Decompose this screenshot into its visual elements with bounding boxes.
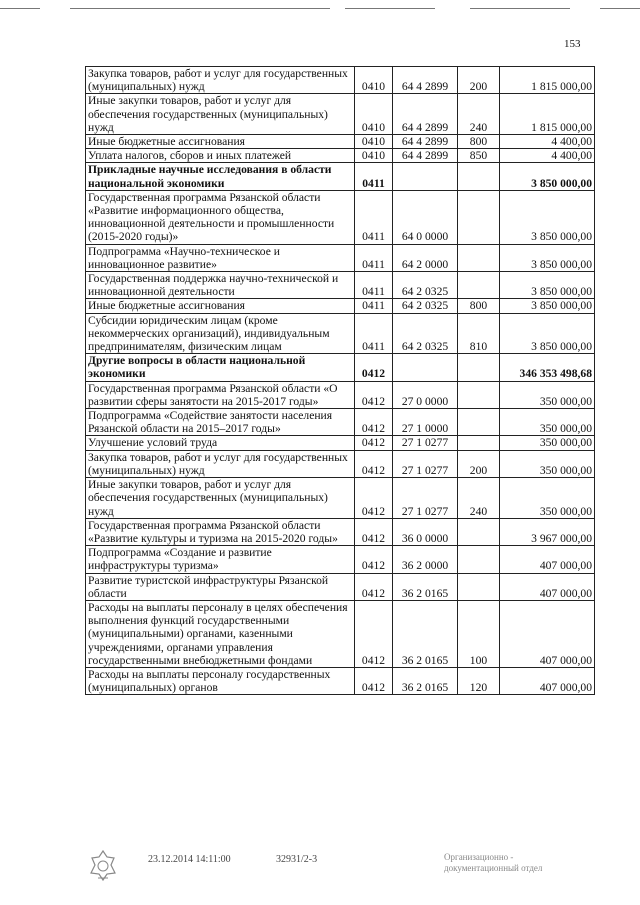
cell-section: 0411 bbox=[355, 313, 393, 354]
table-row bbox=[86, 478, 595, 519]
table-row bbox=[86, 135, 595, 149]
cell-section: 0410 bbox=[355, 149, 393, 163]
cell-name: Иные закупки товаров, работ и услуг для обеспечения государственных (муниципальных) нужд bbox=[86, 478, 355, 519]
cell-section: 0410 bbox=[355, 135, 393, 149]
table-row bbox=[86, 94, 595, 135]
cell-sum: 407 000,00 bbox=[500, 573, 595, 600]
table-row bbox=[86, 518, 595, 545]
cell-name: Государственная программа Рязанской области «О развитии сферы занятости на 2015-2017 годы» bbox=[86, 381, 355, 408]
table-row bbox=[86, 436, 595, 450]
cell-sum: 407 000,00 bbox=[500, 667, 595, 694]
cell-vr bbox=[458, 409, 500, 436]
cell-section: 0411 bbox=[355, 299, 393, 313]
footer-doc-code: 32931/2-3 bbox=[276, 854, 318, 865]
coat-of-arms-icon bbox=[86, 848, 120, 882]
cell-vr: 810 bbox=[458, 313, 500, 354]
cell-section: 0412 bbox=[355, 478, 393, 519]
cell-csr: 36 0 0000 bbox=[393, 518, 458, 545]
cell-sum: 350 000,00 bbox=[500, 478, 595, 519]
table-row bbox=[86, 546, 595, 573]
cell-section: 0412 bbox=[355, 436, 393, 450]
cell-name: Подпрограмма «Научно-техническое и инновационное развитие» bbox=[86, 244, 355, 271]
table-row bbox=[86, 272, 595, 299]
cell-section: 0412 bbox=[355, 450, 393, 477]
cell-sum: 4 400,00 bbox=[500, 149, 595, 163]
cell-sum: 407 000,00 bbox=[500, 600, 595, 667]
cell-sum: 3 850 000,00 bbox=[500, 313, 595, 354]
cell-sum: 3 850 000,00 bbox=[500, 244, 595, 271]
cell-csr: 64 4 2899 bbox=[393, 135, 458, 149]
stamp-line-2: документационный отдел bbox=[444, 863, 543, 873]
table-row bbox=[86, 600, 595, 667]
cell-sum: 350 000,00 bbox=[500, 381, 595, 408]
cell-csr: 27 1 0000 bbox=[393, 409, 458, 436]
cell-vr bbox=[458, 436, 500, 450]
cell-section: 0411 bbox=[355, 163, 393, 190]
cell-sum: 3 850 000,00 bbox=[500, 299, 595, 313]
top-rule bbox=[0, 8, 640, 9]
footer-timestamp: 23.12.2014 14:11:00 bbox=[148, 854, 231, 865]
cell-csr: 64 4 2899 bbox=[393, 67, 458, 94]
cell-section: 0412 bbox=[355, 546, 393, 573]
cell-csr: 64 2 0325 bbox=[393, 299, 458, 313]
cell-vr bbox=[458, 163, 500, 190]
table-row bbox=[86, 299, 595, 313]
cell-name: Другие вопросы в области национальной экономики bbox=[86, 354, 355, 381]
cell-vr bbox=[458, 190, 500, 244]
cell-vr bbox=[458, 381, 500, 408]
cell-vr bbox=[458, 546, 500, 573]
table-row bbox=[86, 244, 595, 271]
cell-name: Государственная программа Рязанской области «Развитие культуры и туризма на 2015-2020 годы» bbox=[86, 518, 355, 545]
table-row bbox=[86, 354, 595, 381]
cell-section: 0412 bbox=[355, 354, 393, 381]
cell-csr: 36 2 0165 bbox=[393, 573, 458, 600]
cell-csr: 64 2 0325 bbox=[393, 313, 458, 354]
cell-sum: 407 000,00 bbox=[500, 546, 595, 573]
cell-vr: 850 bbox=[458, 149, 500, 163]
cell-sum: 350 000,00 bbox=[500, 436, 595, 450]
cell-vr: 200 bbox=[458, 67, 500, 94]
cell-csr: 64 0 0000 bbox=[393, 190, 458, 244]
table-row bbox=[86, 67, 595, 94]
cell-vr bbox=[458, 244, 500, 271]
cell-section: 0412 bbox=[355, 573, 393, 600]
cell-vr: 240 bbox=[458, 478, 500, 519]
cell-sum: 3 850 000,00 bbox=[500, 272, 595, 299]
cell-name: Субсидии юридическим лицам (кроме некоммерческих организаций), индивидуальным предпринимателям, физическим лицам bbox=[86, 313, 355, 354]
cell-name: Улучшение условий труда bbox=[86, 436, 355, 450]
cell-vr: 240 bbox=[458, 94, 500, 135]
cell-name: Уплата налогов, сборов и иных платежей bbox=[86, 149, 355, 163]
cell-section: 0412 bbox=[355, 600, 393, 667]
table-row bbox=[86, 149, 595, 163]
table-row bbox=[86, 409, 595, 436]
cell-sum: 1 815 000,00 bbox=[500, 94, 595, 135]
cell-vr: 100 bbox=[458, 600, 500, 667]
cell-csr: 64 4 2899 bbox=[393, 149, 458, 163]
cell-name: Закупка товаров, работ и услуг для государственных (муниципальных) нужд bbox=[86, 67, 355, 94]
cell-vr bbox=[458, 272, 500, 299]
cell-csr: 27 0 0000 bbox=[393, 381, 458, 408]
table-row bbox=[86, 573, 595, 600]
cell-csr: 36 2 0165 bbox=[393, 667, 458, 694]
cell-section: 0411 bbox=[355, 244, 393, 271]
cell-sum: 3 850 000,00 bbox=[500, 190, 595, 244]
cell-sum: 4 400,00 bbox=[500, 135, 595, 149]
cell-name: Иные закупки товаров, работ и услуг для обеспечения государственных (муниципальных) нужд bbox=[86, 94, 355, 135]
cell-csr: 27 1 0277 bbox=[393, 478, 458, 519]
cell-name: Закупка товаров, работ и услуг для государственных (муниципальных) нужд bbox=[86, 450, 355, 477]
cell-vr bbox=[458, 573, 500, 600]
cell-name: Подпрограмма «Создание и развитие инфраструктуры туризма» bbox=[86, 546, 355, 573]
cell-csr: 64 2 0000 bbox=[393, 244, 458, 271]
cell-csr: 64 4 2899 bbox=[393, 94, 458, 135]
cell-name: Расходы на выплаты персоналу в целях обеспечения выполнения функций государственными (муниципальными) органами, казенными учреждениями, органами управления государственными внебюджетными фондами bbox=[86, 600, 355, 667]
stamp-line-1: Организационно - bbox=[444, 852, 514, 862]
table-row bbox=[86, 381, 595, 408]
cell-csr: 36 2 0165 bbox=[393, 600, 458, 667]
cell-section: 0412 bbox=[355, 381, 393, 408]
cell-csr: 64 2 0325 bbox=[393, 272, 458, 299]
cell-csr bbox=[393, 354, 458, 381]
cell-name: Прикладные научные исследования в области национальной экономики bbox=[86, 163, 355, 190]
cell-section: 0412 bbox=[355, 518, 393, 545]
cell-csr: 27 1 0277 bbox=[393, 436, 458, 450]
cell-vr bbox=[458, 354, 500, 381]
table-row bbox=[86, 667, 595, 694]
cell-name: Иные бюджетные ассигнования bbox=[86, 299, 355, 313]
department-stamp bbox=[444, 852, 574, 874]
cell-section: 0412 bbox=[355, 409, 393, 436]
table-row bbox=[86, 313, 595, 354]
cell-section: 0410 bbox=[355, 94, 393, 135]
cell-sum: 3 850 000,00 bbox=[500, 163, 595, 190]
cell-csr: 36 2 0000 bbox=[393, 546, 458, 573]
cell-sum: 3 967 000,00 bbox=[500, 518, 595, 545]
table-row bbox=[86, 190, 595, 244]
table-row bbox=[86, 450, 595, 477]
cell-csr: 27 1 0277 bbox=[393, 450, 458, 477]
cell-name: Государственная программа Рязанской области «Развитие информационного общества, инновационной деятельности и промышленности (2015-2020 годы)» bbox=[86, 190, 355, 244]
cell-name: Государственная поддержка научно-технической и инновационной деятельности bbox=[86, 272, 355, 299]
cell-name: Расходы на выплаты персоналу государственных (муниципальных) органов bbox=[86, 667, 355, 694]
cell-vr: 120 bbox=[458, 667, 500, 694]
cell-name: Подпрограмма «Содействие занятости населения Рязанской области на 2015–2017 годы» bbox=[86, 409, 355, 436]
budget-table bbox=[85, 66, 595, 695]
cell-name: Иные бюджетные ассигнования bbox=[86, 135, 355, 149]
cell-section: 0411 bbox=[355, 272, 393, 299]
cell-sum: 350 000,00 bbox=[500, 409, 595, 436]
cell-name: Развитие туристской инфраструктуры Рязанской области bbox=[86, 573, 355, 600]
cell-vr: 800 bbox=[458, 135, 500, 149]
cell-csr bbox=[393, 163, 458, 190]
cell-section: 0411 bbox=[355, 190, 393, 244]
cell-sum: 350 000,00 bbox=[500, 450, 595, 477]
cell-vr: 200 bbox=[458, 450, 500, 477]
table-row bbox=[86, 163, 595, 190]
cell-section: 0410 bbox=[355, 67, 393, 94]
cell-sum: 1 815 000,00 bbox=[500, 67, 595, 94]
cell-section: 0412 bbox=[355, 667, 393, 694]
page-number: 153 bbox=[564, 38, 581, 50]
cell-vr: 800 bbox=[458, 299, 500, 313]
cell-vr bbox=[458, 518, 500, 545]
cell-sum: 346 353 498,68 bbox=[500, 354, 595, 381]
